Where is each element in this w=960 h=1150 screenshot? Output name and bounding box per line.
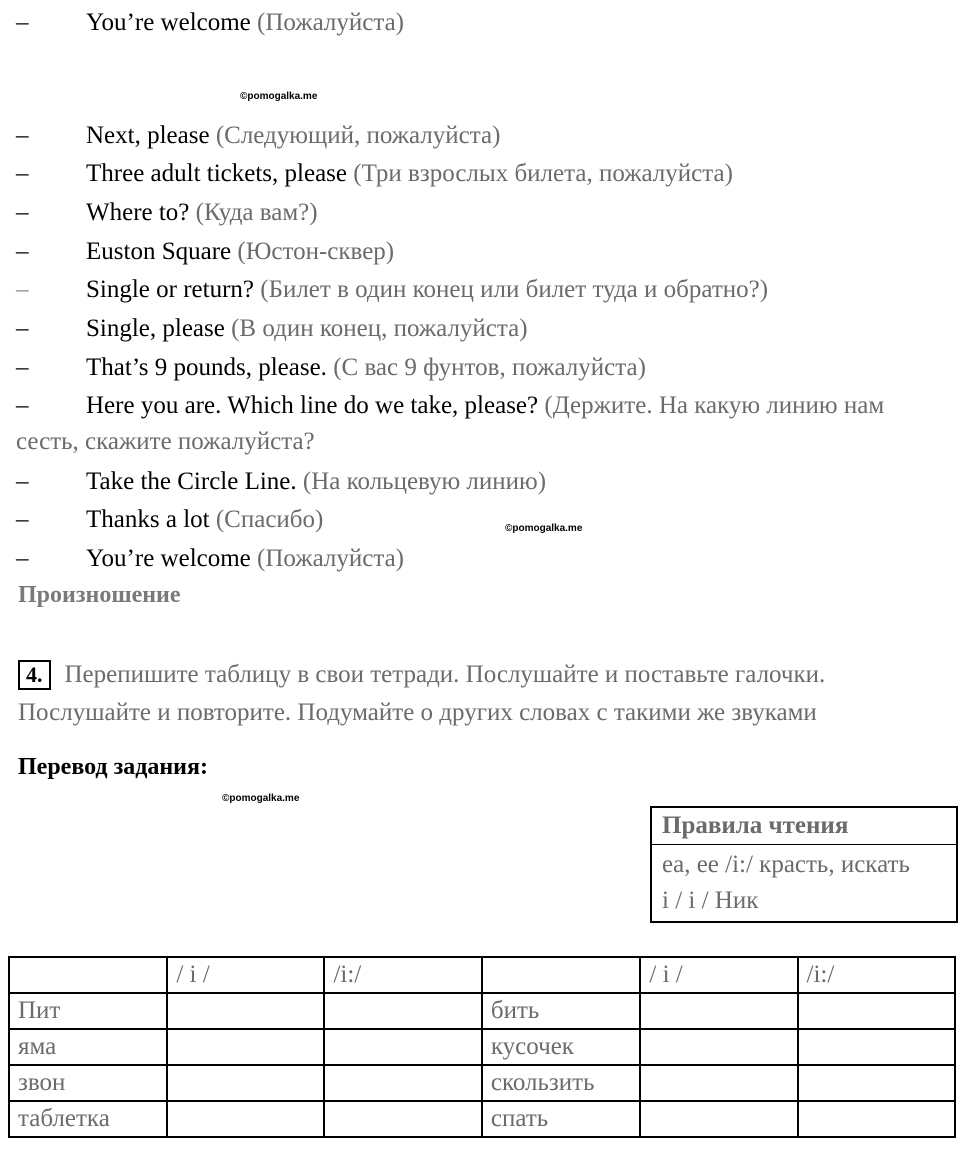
dash: – [16,506,29,533]
table-row [9,1065,955,1101]
dialogue-line [16,314,528,344]
table-cell: /i:/ [798,957,955,993]
section-title: Произношение [18,582,181,608]
table-cell: яма [9,1029,167,1065]
table-cell: /i:/ [324,957,481,993]
dash: – [16,392,29,419]
dash: – [16,122,29,149]
russian-translation: (С вас 9 фунтов, пожалуйста) [333,354,646,381]
table-cell [9,957,167,993]
russian-translation: (Билет в один конец или билет туда и обратно?) [260,276,769,303]
table-cell: / i / [640,957,797,993]
sounds-table [8,956,956,1138]
russian-translation: (В один конец, пожалуйста) [231,315,528,342]
dialogue-line [16,544,404,574]
table-cell: спать [482,1101,640,1137]
table-cell [798,1065,955,1101]
russian-translation: (Пожалуйста) [257,9,404,36]
table-cell [640,993,797,1029]
table-cell [324,1029,481,1065]
english-phrase: Single, please [86,315,225,342]
dialogue-line [16,198,318,228]
table-cell [798,1029,955,1065]
table-cell: скользить [482,1065,640,1101]
english-phrase: Euston Square [86,238,232,265]
dialogue-line [16,8,404,38]
english-phrase: Next, please [86,122,210,149]
russian-translation: (Куда вам?) [195,199,318,226]
table-cell [640,1065,797,1101]
translation-heading: Перевод задания: [18,754,208,780]
task-text: Перепишите таблицу в свои тетради. Послушайте и поставьте галочки. Послушайте и повторите. Подумайте о других словах с такими же звуками [18,661,826,726]
dash: – [16,9,29,36]
english-phrase: You’re welcome [86,9,251,36]
english-phrase: That’s 9 pounds, please. [86,354,327,381]
dialogue-line [16,388,946,460]
english-phrase: Single or return? [86,276,255,303]
dash: – [16,199,29,226]
table-cell [798,1101,955,1137]
english-phrase: You’re welcome [86,545,251,572]
table-cell: / i / [167,957,324,993]
dialogue-line [16,121,500,151]
table-row [9,1029,955,1065]
dialogue-line [16,237,394,267]
reading-rules-body [652,845,956,921]
table-cell: кусочек [482,1029,640,1065]
dialogue-line [16,505,323,535]
table-cell: бить [482,993,640,1029]
table-cell [640,1029,797,1065]
russian-translation: (Следующий, пожалуйста) [215,122,501,149]
dash: – [16,354,29,381]
dash: – [16,315,29,342]
table-cell [640,1101,797,1137]
english-phrase: Three adult tickets, please [86,160,347,187]
dash: – [16,276,29,303]
task-number-badge: 4. [18,660,51,690]
russian-translation: (На кольцевую линию) [302,468,547,495]
reading-rules-box [650,806,958,923]
english-phrase: Where to? [86,199,190,226]
table-row [9,993,955,1029]
table-cell [324,993,481,1029]
table-cell: таблетка [9,1101,167,1137]
dash: – [16,545,29,572]
table-cell [167,1029,324,1065]
table-row [9,1101,955,1137]
table-cell: Пит [9,993,167,1029]
table-cell [798,993,955,1029]
russian-translation: (Держите. На какую линию нам сесть, скажите пожалуйста? [16,392,885,455]
watermark: ©pomogalka.me [505,523,583,534]
reading-rule-line: i / i / Ник [662,887,759,914]
table-cell [167,1065,324,1101]
table-cell [324,1101,481,1137]
dialogue-line [16,159,733,189]
russian-translation: (Три взрослых билета, пожалуйста) [353,160,733,187]
dash: – [16,468,29,495]
table-cell [324,1065,481,1101]
reading-rule-line: ea, ee /i:/ красть, искать [662,851,910,878]
russian-translation: (Юстон-сквер) [237,238,395,265]
english-phrase: Take the Circle Line. [86,468,297,495]
watermark: ©pomogalka.me [222,793,300,804]
dash: – [16,238,29,265]
table-cell [482,957,640,993]
russian-translation: (Пожалуйста) [257,545,404,572]
table-cell [167,1101,324,1137]
table-cell: звон [9,1065,167,1101]
dialogue-line [16,275,768,305]
dash: – [16,160,29,187]
watermark: ©pomogalka.me [240,91,318,102]
russian-translation: (Спасибо) [215,506,324,533]
table-header-row [9,957,955,993]
dialogue-line [16,467,546,497]
task-instruction [18,656,948,732]
table-cell [167,993,324,1029]
dialogue-line [16,353,646,383]
reading-rules-title: Правила чтения [652,808,956,845]
english-phrase: Thanks a lot [86,506,210,533]
english-phrase: Here you are. Which line do we take, please? [86,392,539,419]
